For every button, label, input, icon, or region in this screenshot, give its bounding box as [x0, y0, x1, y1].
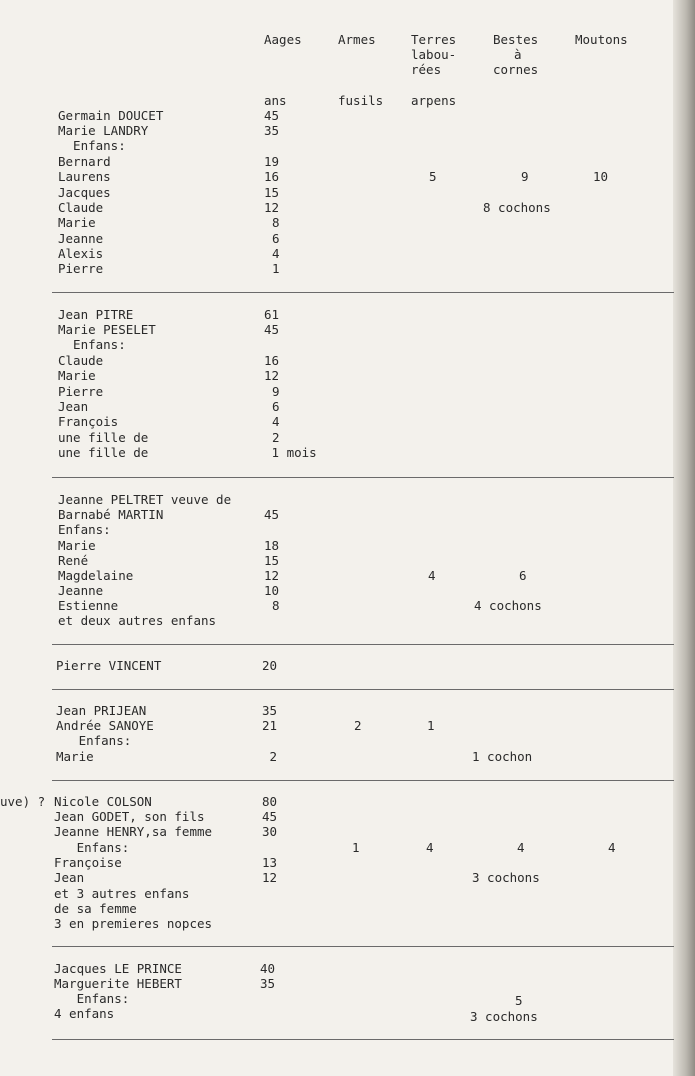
family-2-age-8: 4: [272, 414, 280, 429]
family-3-name-4: Marie: [58, 538, 96, 553]
family-1-pigs: 8 cochons: [483, 200, 551, 215]
header-cattle-3: cornes: [493, 62, 539, 77]
family-6-name-9: 3 en premieres nopces: [54, 916, 213, 931]
family-2-age-10: 1 mois: [264, 445, 317, 460]
family-1-age-7: 12: [264, 200, 280, 215]
family-4-name-1: Pierre VINCENT: [56, 658, 162, 673]
family-2-name-4: Claude: [58, 353, 104, 368]
unit-land: arpens: [411, 93, 457, 108]
header-land-1: Terres: [411, 32, 457, 47]
family-7-enfans: Enfans:: [54, 991, 130, 1006]
family-6-age-2: 45: [262, 809, 278, 824]
family-3-name-9: et deux autres enfans: [58, 613, 217, 628]
separator-line: [52, 644, 674, 645]
header-cattle-2: à: [514, 47, 522, 62]
family-5-arms: 2: [354, 718, 362, 733]
family-3-name-2: Barnabé MARTIN: [58, 507, 164, 522]
header-cattle-1: Bestes: [493, 32, 539, 47]
family-6-age-5: 13: [262, 855, 278, 870]
page-edge-shadow: [673, 0, 695, 1076]
family-3-age-5: 15: [264, 553, 280, 568]
family-1-name-4: Bernard: [58, 154, 111, 169]
family-5-age-4: 2: [262, 749, 278, 764]
header-arms: Armes: [338, 32, 376, 47]
family-6-land: 4: [426, 840, 434, 855]
family-6-sheep: 4: [608, 840, 616, 855]
family-5-land: 1: [427, 718, 435, 733]
family-1-name-7: Claude: [58, 200, 104, 215]
family-6-name-6: Jean: [54, 870, 85, 885]
separator-line: [52, 689, 674, 690]
family-1-name-1: Germain DOUCET: [58, 108, 164, 123]
family-2-age-9: 2: [272, 430, 280, 445]
separator-line: [52, 946, 674, 947]
family-4-age-1: 20: [262, 658, 278, 673]
family-1-enfans: Enfans:: [58, 138, 126, 153]
family-3-name-7: Jeanne: [58, 583, 104, 598]
family-3-age-4: 18: [264, 538, 280, 553]
family-6-cattle: 4: [517, 840, 525, 855]
family-1-age-11: 1: [272, 261, 280, 276]
family-7-name-4: 4 enfans: [54, 1006, 115, 1021]
family-6-name-3: Jeanne HENRY,sa femme: [54, 824, 213, 839]
family-2-name-10: une fille de: [58, 445, 149, 460]
family-1-age-6: 15: [264, 185, 280, 200]
family-1-age-10: 4: [272, 246, 280, 261]
family-3-name-6: Magdelaine: [58, 568, 134, 583]
family-6-enfans: Enfans:: [54, 840, 130, 855]
family-2-name-9: une fille de: [58, 430, 149, 445]
family-6-pigs: 3 cochons: [472, 870, 540, 885]
family-7-pigs: 3 cochons: [470, 1009, 538, 1024]
family-3-name-8: Estienne: [58, 598, 119, 613]
family-6-name-7: et 3 autres enfans: [54, 886, 190, 901]
family-6-arms: 1: [352, 840, 360, 855]
family-3-age-7: 10: [264, 583, 280, 598]
family-3-name-5: René: [58, 553, 89, 568]
family-1-name-10: Alexis: [58, 246, 104, 261]
family-2-name-6: Pierre: [58, 384, 104, 399]
family-1-name-9: Jeanne: [58, 231, 104, 246]
family-2-name-1: Jean PITRE: [58, 307, 134, 322]
family-1-cattle: 9: [521, 169, 529, 184]
header-land-3: rées: [411, 62, 442, 77]
family-5-name-4: Marie: [56, 749, 94, 764]
family-6-name-1: Nicole COLSON: [54, 794, 152, 809]
family-2-age-4: 16: [264, 353, 280, 368]
family-7-age-2: 35: [260, 976, 276, 991]
family-2-age-2: 45: [264, 322, 280, 337]
family-1-land: 5: [429, 169, 437, 184]
family-1-sheep: 10: [593, 169, 609, 184]
separator-line: [52, 292, 674, 293]
unit-arms: fusils: [338, 93, 384, 108]
family-3-age-2: 45: [264, 507, 280, 522]
separator-line: [52, 1039, 674, 1040]
family-2-age-7: 6: [272, 399, 280, 414]
family-2-age-6: 9: [272, 384, 280, 399]
family-2-age-1: 61: [264, 307, 280, 322]
family-2-name-8: François: [58, 414, 119, 429]
family-5-age-2: 21: [262, 718, 278, 733]
family-6-age-3: 30: [262, 824, 278, 839]
family-3-enfans: Enfans:: [58, 522, 111, 537]
family-5-enfans: Enfans:: [56, 733, 132, 748]
family-3-age-8: 8: [272, 598, 280, 613]
family-5-age-1: 35: [262, 703, 278, 718]
family-7-name-2: Marguerite HEBERT: [54, 976, 182, 991]
family-3-name-1: Jeanne PELTRET veuve de: [58, 492, 232, 507]
family-3-pigs: 4 cochons: [474, 598, 542, 613]
family-5-name-2: Andrée SANOYE: [56, 718, 154, 733]
header-sheep: Moutons: [575, 32, 628, 47]
family-6-name-8: de sa femme: [54, 901, 137, 916]
family-1-age-5: 16: [264, 169, 280, 184]
family-1-age-9: 6: [272, 231, 280, 246]
family-2-enfans: Enfans:: [58, 337, 126, 352]
family-1-name-2: Marie LANDRY: [58, 123, 149, 138]
family-2-name-2: Marie PESELET: [58, 322, 156, 337]
separator-line: [52, 477, 674, 478]
family-1-name-11: Pierre: [58, 261, 104, 276]
header-ages: Aages: [264, 32, 302, 47]
family-1-age-1: 45: [264, 108, 280, 123]
margin-note: uve) ?: [0, 794, 46, 809]
separator-line: [52, 780, 674, 781]
family-3-age-6: 12: [264, 568, 280, 583]
family-1-name-8: Marie: [58, 215, 96, 230]
family-1-name-6: Jacques: [58, 185, 111, 200]
family-7-age-1: 40: [260, 961, 276, 976]
family-5-name-1: Jean PRIJEAN: [56, 703, 147, 718]
family-7-name-1: Jacques LE PRINCE: [54, 961, 182, 976]
unit-ages: ans: [264, 93, 287, 108]
family-5-pigs: 1 cochon: [472, 749, 533, 764]
family-6-age-6: 12: [262, 870, 278, 885]
family-6-name-2: Jean GODET, son fils: [54, 809, 205, 824]
family-2-name-5: Marie: [58, 368, 96, 383]
family-6-name-5: Françoise: [54, 855, 122, 870]
family-1-age-8: 8: [272, 215, 280, 230]
family-7-cattle: 5: [515, 993, 523, 1008]
family-1-age-2: 35: [264, 123, 280, 138]
family-2-age-5: 12: [264, 368, 280, 383]
family-1-name-5: Laurens: [58, 169, 111, 184]
family-1-age-4: 19: [264, 154, 280, 169]
family-3-land: 4: [428, 568, 436, 583]
family-3-cattle: 6: [519, 568, 527, 583]
family-2-name-7: Jean: [58, 399, 89, 414]
family-6-age-1: 80: [262, 794, 278, 809]
header-land-2: labou-: [411, 47, 457, 62]
